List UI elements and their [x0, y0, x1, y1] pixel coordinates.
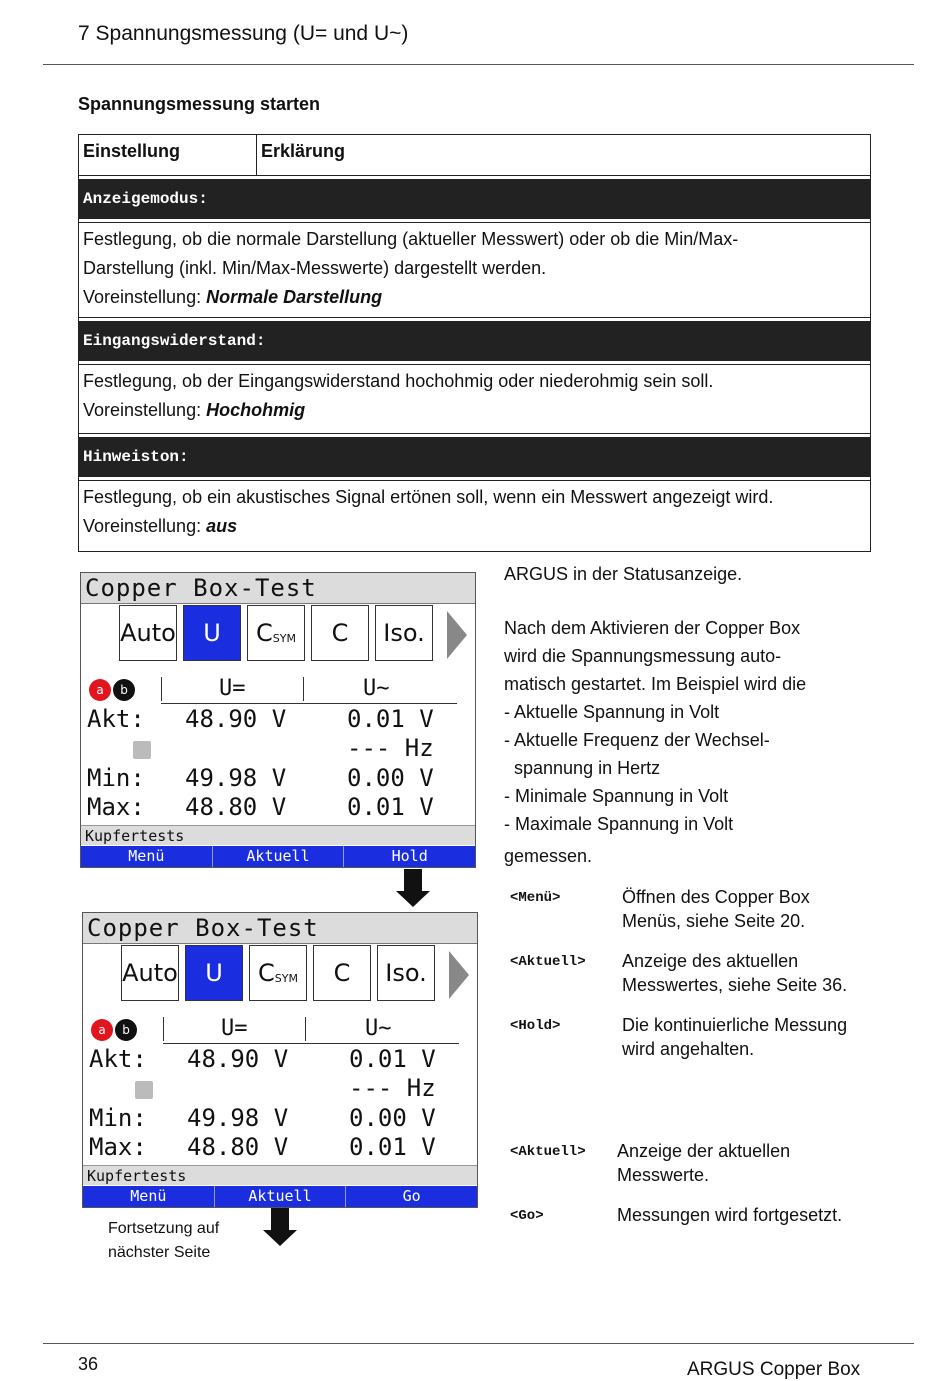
- key-desc-line: Messwertes, siehe Seite 36.: [622, 975, 848, 995]
- scroll-right-icon[interactable]: [449, 951, 469, 999]
- default-line: [83, 396, 866, 425]
- softkey-bar: [83, 1186, 477, 1207]
- page-number: 36: [78, 1354, 99, 1374]
- section-title: Spannungsmessung starten: [78, 94, 321, 114]
- key-aktuell-desc: [622, 949, 847, 997]
- mode-iso-button[interactable]: Iso.: [377, 945, 435, 1001]
- akt-label: Akt:: [87, 705, 145, 733]
- continue-line: nächster Seite: [108, 1244, 211, 1261]
- header-rule: [43, 64, 914, 65]
- key-desc-line: Menüs, siehe Seite 20.: [622, 911, 806, 931]
- mode-auto-button[interactable]: Auto: [119, 605, 177, 661]
- softkey-go[interactable]: Go: [402, 1187, 421, 1205]
- screen-title: Copper Box-Test: [83, 913, 477, 944]
- settings-table: [78, 134, 871, 552]
- max-label: Max:: [89, 1133, 147, 1161]
- intro-line: Nach dem Aktivieren der Copper Box: [504, 618, 801, 638]
- setting-name-anzeigemodus: Anzeigemodus:: [79, 176, 870, 222]
- default-label: Voreinstellung:: [83, 516, 207, 536]
- key-go: <Go>: [510, 1208, 544, 1224]
- setting-desc-anzeigemodus: [79, 222, 870, 318]
- key-desc-line: Messwerte.: [617, 1165, 710, 1185]
- memory-icon: [135, 1081, 153, 1099]
- csym-label: C: [256, 619, 273, 647]
- key-menu-desc: [622, 885, 810, 933]
- wire-b-icon: b: [113, 679, 135, 701]
- product-name: ARGUS Copper Box: [687, 1359, 861, 1380]
- header-erklaerung: Erklärung: [261, 141, 346, 161]
- softkey-bar: [81, 846, 475, 867]
- scroll-right-icon[interactable]: [447, 611, 467, 659]
- mode-iso-button[interactable]: Iso.: [375, 605, 433, 661]
- key-go-desc: Messungen wird fortgesetzt.: [617, 1205, 843, 1225]
- default-line: [83, 512, 866, 541]
- key-desc-line: wird angehalten.: [622, 1039, 755, 1059]
- min-label: Min:: [89, 1104, 147, 1132]
- col-ac-header: U~: [365, 1016, 392, 1041]
- screen-title: Copper Box-Test: [81, 573, 475, 604]
- wire-ab-indicator: [91, 1019, 137, 1041]
- desc-line: Darstellung (inkl. Min/Max-Messwerte) dargestellt werden.: [83, 258, 547, 278]
- key-menu: <Menü>: [510, 890, 561, 906]
- col-ac-header: U~: [363, 676, 390, 701]
- measured-text: gemessen.: [504, 846, 593, 866]
- default-label: Voreinstellung:: [83, 400, 207, 420]
- divider: [305, 1017, 306, 1041]
- header-einstellung: Einstellung: [79, 135, 257, 175]
- arrow-stem: [404, 869, 422, 891]
- bullet-item: spannung in Hertz: [504, 758, 661, 778]
- csym-sub: SYM: [274, 971, 298, 985]
- divider: [303, 677, 304, 701]
- bullet-item: - Minimale Spannung in Volt: [504, 786, 729, 806]
- min-dc-value: 49.98 V: [187, 1104, 289, 1132]
- max-dc-value: 48.80 V: [187, 1133, 289, 1161]
- down-arrow-icon: [396, 869, 430, 909]
- softkey-aktuell[interactable]: Aktuell: [215, 1186, 347, 1207]
- mode-u-button[interactable]: U: [183, 605, 241, 661]
- min-label: Min:: [87, 764, 145, 792]
- device-screen-go: [82, 912, 478, 1208]
- setting-name-eingangswiderstand: Eingangswiderstand:: [79, 318, 870, 364]
- key-aktuell: <Aktuell>: [510, 954, 586, 970]
- table-header: [79, 135, 870, 176]
- key-desc-line: Anzeige der aktuellen: [617, 1141, 791, 1161]
- max-ac-value: 0.01 V: [349, 1133, 436, 1161]
- mode-icons: [121, 945, 435, 1001]
- min-dc-value: 49.98 V: [185, 764, 287, 792]
- min-ac-value: 0.00 V: [349, 1104, 436, 1132]
- divider: [163, 1043, 459, 1044]
- wire-b-icon: b: [115, 1019, 137, 1041]
- default-value: Normale Darstellung: [206, 287, 383, 307]
- max-label: Max:: [87, 793, 145, 821]
- col-dc-header: U=: [221, 1016, 248, 1041]
- bullet-item: - Maximale Spannung in Volt: [504, 814, 734, 834]
- mode-c-button[interactable]: C: [313, 945, 371, 1001]
- default-value: Hochohmig: [206, 400, 306, 420]
- bullet-item: - Aktuelle Frequenz der Wechsel-: [504, 730, 770, 750]
- intro-line: wird die Spannungsmessung auto-: [504, 646, 782, 666]
- arrow-stem: [271, 1208, 289, 1230]
- mode-csym-button[interactable]: [247, 605, 305, 661]
- memory-icon: [133, 741, 151, 759]
- csym-label: C: [258, 959, 275, 987]
- desc-line: Festlegung, ob der Eingangswiderstand hochohmig oder niederohmig sein soll.: [83, 371, 714, 391]
- akt-dc-value: 48.90 V: [187, 1045, 289, 1073]
- intro-line: matisch gestartet. Im Beispiel wird die: [504, 674, 807, 694]
- col-dc-header: U=: [219, 676, 246, 701]
- status-line: ARGUS in der Statusanzeige.: [504, 564, 743, 584]
- divider: [163, 1017, 164, 1041]
- softkey-menu[interactable]: Menü: [83, 1186, 215, 1207]
- csym-sub: SYM: [272, 631, 296, 645]
- wire-a-icon: a: [89, 679, 111, 701]
- bullet-item: - Aktuelle Spannung in Volt: [504, 702, 720, 722]
- key-desc-line: Öffnen des Copper Box: [622, 887, 810, 907]
- default-line: [83, 283, 866, 312]
- softkey-aktuell[interactable]: Aktuell: [213, 846, 345, 867]
- freq-value: --- Hz: [347, 734, 434, 762]
- max-dc-value: 48.80 V: [185, 793, 287, 821]
- divider: [161, 677, 162, 701]
- setting-desc-hinweiston: [79, 480, 870, 551]
- softkey-hold[interactable]: Hold: [391, 847, 428, 865]
- default-label: Voreinstellung:: [83, 287, 207, 307]
- softkey-menu[interactable]: Menü: [81, 846, 213, 867]
- akt-ac-value: 0.01 V: [349, 1045, 436, 1073]
- key-desc-line: Die kontinuierliche Messung: [622, 1015, 848, 1035]
- desc-line: Festlegung, ob die normale Darstellung (aktueller Messwert) oder ob die Min/Max-: [83, 229, 739, 249]
- arrow-head: [396, 891, 430, 907]
- wire-a-icon: a: [91, 1019, 113, 1041]
- down-arrow-icon: [263, 1208, 297, 1248]
- akt-label: Akt:: [89, 1045, 147, 1073]
- mode-auto-button[interactable]: Auto: [121, 945, 179, 1001]
- intro-text: [504, 614, 806, 838]
- key-hold-desc: [622, 1013, 847, 1061]
- setting-name-hinweiston: Hinweiston:: [79, 434, 870, 480]
- mode-u-button[interactable]: U: [185, 945, 243, 1001]
- desc-line: Festlegung, ob ein akustisches Signal ertönen soll, wenn ein Messwert angezeigt wird.: [83, 487, 774, 507]
- min-ac-value: 0.00 V: [347, 764, 434, 792]
- divider: [161, 703, 457, 704]
- key-hold: <Hold>: [510, 1018, 561, 1034]
- continue-note: [108, 1217, 219, 1265]
- freq-value: --- Hz: [349, 1074, 436, 1102]
- status-bar: Kupfertests: [83, 1165, 477, 1185]
- continue-line: Fortsetzung auf: [108, 1220, 220, 1237]
- key-aktuell-desc: [617, 1139, 790, 1187]
- arrow-head: [263, 1230, 297, 1246]
- chapter-title: 7 Spannungsmessung (U= und U~): [78, 22, 409, 45]
- mode-icons: [119, 605, 433, 661]
- akt-dc-value: 48.90 V: [185, 705, 287, 733]
- mode-c-button[interactable]: C: [311, 605, 369, 661]
- footer-rule: [43, 1343, 914, 1344]
- wire-ab-indicator: [89, 679, 135, 701]
- setting-desc-eingangswiderstand: [79, 364, 870, 434]
- key-aktuell: <Aktuell>: [510, 1144, 586, 1160]
- key-desc-line: Anzeige des aktuellen: [622, 951, 799, 971]
- mode-csym-button[interactable]: [249, 945, 307, 1001]
- device-screen-hold: [80, 572, 476, 868]
- default-value: aus: [206, 516, 238, 536]
- max-ac-value: 0.01 V: [347, 793, 434, 821]
- status-bar: Kupfertests: [81, 825, 475, 845]
- akt-ac-value: 0.01 V: [347, 705, 434, 733]
